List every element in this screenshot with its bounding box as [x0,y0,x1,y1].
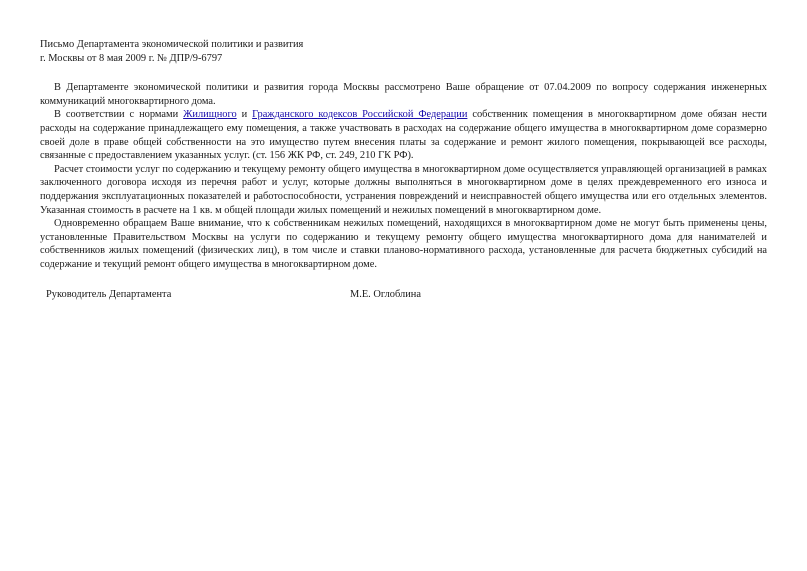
letter-document [40,38,767,302]
housing-code-link[interactable]: Жилищного [183,109,237,121]
signatory-title: Руководитель Департамента [46,288,172,300]
paragraph-non-residential: Одновременно обращаем Ваше внимание, что к собственникам нежилых помещений, находящихся в многоквартирном доме не могут быть применены цены, установленные Правительством Москвы на услуги по содержанию и текущему ремонту общего имущества многоквартирного дома для нанимателей и собственников жилых помещений (физических лиц), в том числе и ставки планово-нормативного расхода, установленные для расчета бюджетных субсидий на содержание и текущий ремонт общего имущества в многоквартирном доме. [40,218,767,270]
signatory-name: М.Е. Оглоблина [350,288,421,300]
paragraph-legal-basis-rest: собственник помещения в многоквартирном доме обязан нести расходы на содержание принадлежащего ему помещения, а также участвовать в расходах на содержание общего имущества в многоквартирном доме соразмерно своей доле в праве общей собственности на это имущество путем внесения платы за содержание и ремонт жилого помещения, покрывающей все расходы, связанные с предоставлением указанных услуг. (ст. 156 ЖК РФ, ст. 249, 210 ГК РФ). [40,109,767,162]
signature-block [40,288,767,302]
conjunction-text: и [236,109,253,121]
paragraph-legal-basis-intro: В соответствии с нормами [54,109,184,121]
paragraph-legal-basis [40,108,767,162]
letter-header [40,38,767,65]
civil-code-link[interactable]: Гражданского кодексов Российской Федерации [252,109,468,121]
paragraph-cost-calculation: Расчет стоимости услуг по содержанию и текущему ремонту общего имущества в многоквартирном доме осуществляется управляющей организацией в рамках заключенного договора исходя из перечня работ и услуг, которые должны выполняться в многоквартирном доме в целях преждевременного его износа и поддержания эксплуатационных показателей и работоспособности, устранения повреждений и неисправностей общего имущества или его отдельных элементов. Указанная стоимость в расчете на 1 кв. м общей площади жилых помещений и нежилых помещений в многоквартирном доме. [40,163,767,216]
paragraph-request: В Департаменте экономической политики и развития города Москвы рассмотрено Ваше обращение от 07.04.2009 по вопросу содержания инженерных коммуникаций многоквартирного дома. [40,82,767,107]
letter-reference: г. Москвы от 8 мая 2009 г. № ДПР/9-6797 [40,52,223,64]
letter-title: Письмо Департамента экономической политики и развития [40,39,304,50]
